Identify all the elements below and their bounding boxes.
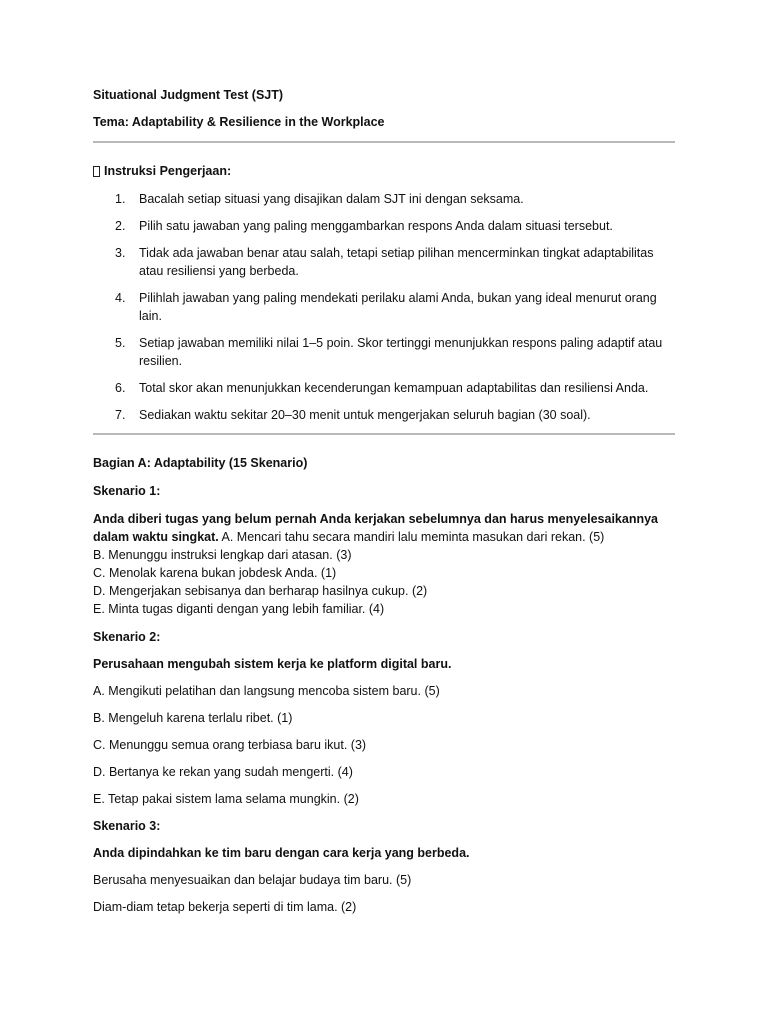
instructions-list <box>93 190 675 424</box>
scenario-question <box>93 510 675 546</box>
option-2: Diam-diam tetap bekerja seperti di tim lama. (2) <box>93 900 357 914</box>
list-item <box>93 217 675 235</box>
document-theme: Tema: Adaptability & Resilience in the Workplace <box>93 115 385 129</box>
document-page <box>93 86 675 916</box>
option-a: A. Mencari tahu secara mandiri lalu meminta masukan dari rekan. (5) <box>218 530 605 544</box>
list-item-number: 1. <box>115 192 126 206</box>
scenario-label: Skenario 3: <box>93 819 161 833</box>
section-heading: Bagian A: Adaptability (15 Skenario) <box>93 456 308 470</box>
divider <box>93 433 675 435</box>
list-item-text: Total skor akan menunjukkan kecenderungan kemampuan adaptabilitas dan resiliensi Anda. <box>139 381 649 395</box>
list-item-number: 3. <box>115 246 126 260</box>
option-b: B. Menunggu instruksi lengkap dari atasan. (3) <box>93 548 352 562</box>
scenario-label: Skenario 2: <box>93 630 161 644</box>
option-e: E. Minta tugas diganti dengan yang lebih familiar. (4) <box>93 602 385 616</box>
list-item-number: 2. <box>115 219 126 233</box>
list-item-text: Setiap jawaban memiliki nilai 1–5 poin. Skor tertinggi menunjukkan respons paling adaptif atau resilien. <box>139 336 663 368</box>
option-1: Berusaha menyesuaikan dan belajar budaya tim baru. (5) <box>93 873 412 887</box>
list-item <box>93 244 675 280</box>
instructions-heading-text: Instruksi Pengerjaan: <box>104 164 232 178</box>
option-e: E. Tetap pakai sistem lama selama mungkin. (2) <box>93 792 359 806</box>
list-item-text: Sediakan waktu sekitar 20–30 menit untuk mengerjakan seluruh bagian (30 soal). <box>139 408 591 422</box>
scenario-question: Anda dipindahkan ke tim baru dengan cara kerja yang berbeda. <box>93 846 470 860</box>
list-item <box>93 406 675 424</box>
list-item <box>93 190 675 208</box>
list-item <box>93 289 675 325</box>
option-b: B. Mengeluh karena terlalu ribet. (1) <box>93 711 293 725</box>
list-item-text: Pilih satu jawaban yang paling menggambarkan respons Anda dalam situasi tersebut. <box>139 219 613 233</box>
scenario-label: Skenario 1: <box>93 484 161 498</box>
scenario-question-text: Anda diberi tugas yang belum pernah Anda kerjakan sebelumnya dan harus menyelesaikannya dalam waktu singkat. <box>93 512 659 544</box>
instructions-heading <box>93 162 675 180</box>
list-item-number: 5. <box>115 336 126 350</box>
option-d: D. Mengerjakan sebisanya dan berharap hasilnya cukup. (2) <box>93 584 428 598</box>
box-glyph-icon <box>93 166 100 177</box>
list-item-text: Bacalah setiap situasi yang disajikan dalam SJT ini dengan seksama. <box>139 192 524 206</box>
option-c: C. Menunggu semua orang terbiasa baru ikut. (3) <box>93 738 367 752</box>
document-title: Situational Judgment Test (SJT) <box>93 88 284 102</box>
divider <box>93 141 675 143</box>
list-item-number: 6. <box>115 381 126 395</box>
list-item <box>93 379 675 397</box>
list-item-text: Tidak ada jawaban benar atau salah, tetapi setiap pilihan mencerminkan tingkat adaptabilitas atau resiliensi yang berbeda. <box>139 246 654 278</box>
option-d: D. Bertanya ke rekan yang sudah mengerti. (4) <box>93 765 353 779</box>
scenario-question: Perusahaan mengubah sistem kerja ke platform digital baru. <box>93 657 452 671</box>
option-c: C. Menolak karena bukan jobdesk Anda. (1) <box>93 566 337 580</box>
list-item-text: Pilihlah jawaban yang paling mendekati perilaku alami Anda, bukan yang ideal menurut orang lain. <box>139 291 657 323</box>
list-item-number: 4. <box>115 291 126 305</box>
list-item <box>93 334 675 370</box>
option-a: A. Mengikuti pelatihan dan langsung mencoba sistem baru. (5) <box>93 684 440 698</box>
list-item-number: 7. <box>115 408 126 422</box>
